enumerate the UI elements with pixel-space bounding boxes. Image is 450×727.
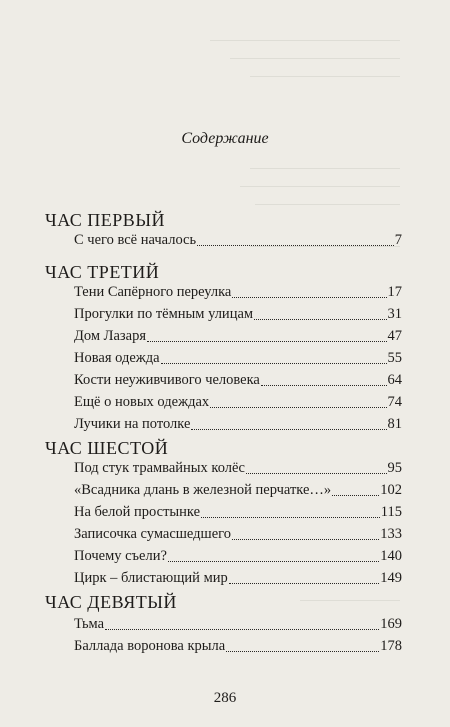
toc-entry[interactable] bbox=[74, 392, 402, 412]
toc-entry[interactable] bbox=[74, 370, 402, 390]
section-heading: ЧАС ПЕРВЫЙ bbox=[45, 210, 166, 230]
entry-title: Новая одежда bbox=[74, 350, 160, 366]
entry-title: Баллада воронова крыла bbox=[74, 638, 226, 654]
toc-entry[interactable] bbox=[74, 304, 402, 324]
section-heading: ЧАС ТРЕТИЙ bbox=[45, 262, 160, 282]
entry-page-number: 102 bbox=[380, 482, 402, 498]
entry-title: Лучики на потолке bbox=[74, 416, 191, 432]
dot-leader bbox=[147, 341, 386, 342]
page-title: Содержание bbox=[181, 130, 269, 147]
page-number: 286 bbox=[213, 690, 237, 706]
entry-page-number: 133 bbox=[380, 526, 402, 542]
entry-page-number: 7 bbox=[394, 232, 402, 248]
toc-entry[interactable] bbox=[74, 636, 402, 656]
dot-leader bbox=[232, 539, 379, 540]
entry-page-number: 55 bbox=[387, 350, 402, 366]
entry-title: Почему съели? bbox=[74, 548, 167, 564]
dot-leader bbox=[105, 629, 379, 630]
entry-title: Тени Сапёрного переулка bbox=[74, 284, 232, 300]
entry-title: Под стук трамвайных колёс bbox=[74, 460, 245, 476]
entry-page-number: 140 bbox=[380, 548, 402, 564]
entry-page-number: 178 bbox=[380, 638, 402, 654]
entry-title: Записочка сумасшедшего bbox=[74, 526, 231, 542]
entry-title: Ещё о новых одеждах bbox=[74, 394, 210, 410]
entry-title: Кости неуживчивого человека bbox=[74, 372, 260, 388]
dot-leader bbox=[254, 319, 386, 320]
toc-entry[interactable] bbox=[74, 348, 402, 368]
section-heading: ЧАС ДЕВЯТЫЙ bbox=[45, 592, 177, 612]
entry-page-number: 17 bbox=[387, 284, 402, 300]
entry-page-number: 74 bbox=[387, 394, 402, 410]
entry-page-number: 115 bbox=[380, 504, 402, 520]
entry-page-number: 64 bbox=[387, 372, 402, 388]
entry-title: Тьма bbox=[74, 616, 105, 632]
entry-title: «Всадника длань в железной перчатке…» bbox=[74, 482, 332, 498]
entry-page-number: 95 bbox=[387, 460, 402, 476]
entry-title: Цирк – блистающий мир bbox=[74, 570, 228, 586]
toc-entry[interactable] bbox=[74, 282, 402, 302]
toc-entry[interactable] bbox=[74, 414, 402, 434]
toc-entry[interactable] bbox=[74, 524, 402, 544]
entry-title: На белой простынке bbox=[74, 504, 201, 520]
dot-leader bbox=[246, 473, 387, 474]
dot-leader bbox=[161, 363, 387, 364]
dot-leader bbox=[197, 245, 394, 246]
toc-entry[interactable] bbox=[74, 614, 402, 634]
dot-leader bbox=[232, 297, 386, 298]
entry-page-number: 31 bbox=[387, 306, 402, 322]
dot-leader bbox=[191, 429, 386, 430]
toc-entry[interactable] bbox=[74, 502, 402, 522]
toc-entry[interactable] bbox=[74, 480, 402, 500]
dot-leader bbox=[201, 517, 380, 518]
entry-title: Дом Лазаря bbox=[74, 328, 147, 344]
dot-leader bbox=[168, 561, 379, 562]
section-heading: ЧАС ШЕСТОЙ bbox=[45, 438, 169, 458]
entry-page-number: 47 bbox=[387, 328, 402, 344]
entry-title: С чего всё началось bbox=[74, 232, 197, 248]
dot-leader bbox=[332, 495, 379, 496]
entry-page-number: 169 bbox=[380, 616, 402, 632]
entry-title: Прогулки по тёмным улицам bbox=[74, 306, 254, 322]
toc-entry[interactable] bbox=[74, 230, 402, 250]
dot-leader bbox=[226, 651, 379, 652]
dot-leader bbox=[210, 407, 386, 408]
dot-leader bbox=[229, 583, 379, 584]
toc-entry[interactable] bbox=[74, 568, 402, 588]
entry-page-number: 81 bbox=[387, 416, 402, 432]
entry-page-number: 149 bbox=[380, 570, 402, 586]
toc-entry[interactable] bbox=[74, 458, 402, 478]
toc-entry[interactable] bbox=[74, 546, 402, 566]
toc-entry[interactable] bbox=[74, 326, 402, 346]
dot-leader bbox=[261, 385, 387, 386]
